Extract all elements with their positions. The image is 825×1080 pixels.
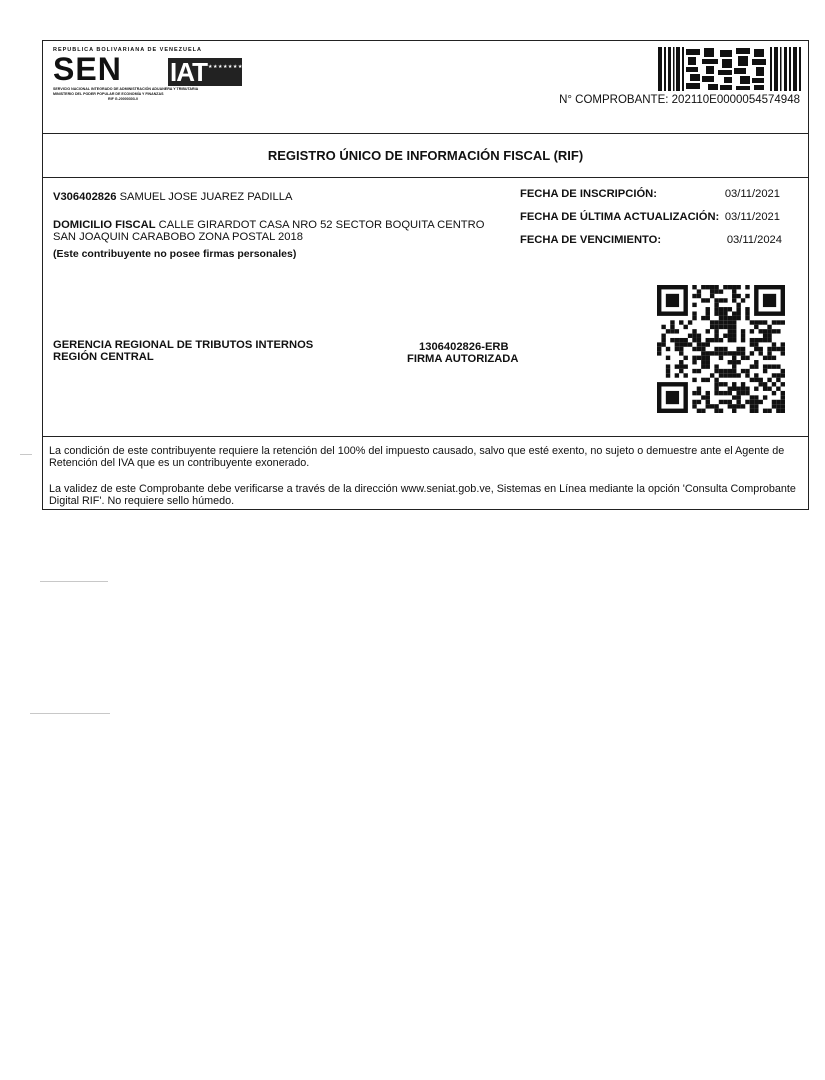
barcode-image: [658, 47, 801, 91]
signature-note: (Este contribuyente no posee firmas personales): [53, 248, 297, 260]
actualizacion-label: FECHA DE ÚLTIMA ACTUALIZACIÓN:: [520, 211, 720, 223]
vencimiento-value: 03/11/2024: [726, 234, 782, 246]
validity-note: La validez de este Comprobante debe verificarse a través de la dirección www.seniat.gob.ve, Sistemas en Línea mediante la opción 'Consulta Comprobante Digital RIF'. No requiere sello húmedo.: [49, 483, 796, 507]
address-label: DOMICILIO FISCAL: [53, 219, 156, 231]
signature-label: FIRMA AUTORIZADA: [407, 353, 519, 365]
comprobante-number: [559, 94, 800, 106]
office-line1: GERENCIA REGIONAL DE TRIBUTOS INTERNOS: [53, 339, 314, 351]
address-text1: CALLE GIRARDOT CASA NRO 52 SECTOR BOQUITA CENTRO: [158, 219, 485, 231]
logo-sub2: MINISTERIO DEL PODER POPULAR DE ECONOMÍA Y FINANZAS: [53, 92, 164, 96]
logo-flag-box: IAT ★★★★★★★★: [170, 57, 248, 87]
comprobante-label: N° COMPROBANTE:: [559, 94, 669, 106]
scan-mark: [40, 581, 108, 582]
inscripcion-value: 03/11/2021: [724, 188, 780, 200]
document-title: REGISTRO ÚNICO DE INFORMACIÓN FISCAL (RIF): [267, 148, 584, 163]
office-line2: REGIÓN CENTRAL: [53, 351, 154, 363]
actualizacion-value: 03/11/2021: [724, 211, 780, 223]
certificate-header: [43, 41, 808, 134]
title-bar: [43, 133, 808, 178]
taxpayer-name: SAMUEL JOSE JUAREZ PADILLA: [119, 191, 293, 203]
logo-brand: SEN: [53, 51, 122, 87]
scan-mark: [30, 713, 110, 714]
inscripcion-label: FECHA DE INSCRIPCIÓN:: [520, 188, 657, 200]
address-line2: SAN JOAQUIN CARABOBO ZONA POSTAL 2018: [53, 231, 303, 243]
scan-mark: [20, 454, 32, 455]
logo-sub3: RIF G-20000303-0: [108, 97, 138, 101]
address-line1: [53, 219, 484, 231]
seniat-logo: [53, 47, 249, 101]
taxpayer-rif: V306402826: [53, 191, 117, 203]
logo-country-line: REPUBLICA BOLIVARIANA DE VENEZUELA: [53, 47, 202, 53]
logo-sub1: SERVICIO NACIONAL INTEGRADO DE ADMINISTRACIÓN ADUANERA Y TRIBUTARIA: [53, 87, 199, 91]
taxpayer-line: [53, 191, 292, 203]
signature-code: 1306402826-ERB: [419, 341, 509, 353]
certificate-footer: [43, 436, 808, 512]
qr-code-image: [657, 285, 785, 413]
vencimiento-label: FECHA DE VENCIMIENTO:: [520, 234, 662, 246]
rif-certificate: [42, 40, 809, 510]
comprobante-value: 202110E0000054574948: [671, 94, 800, 106]
retention-note: La condición de este contribuyente requiere la retención del 100% del impuesto causado, salvo que esté exento, no sujeto o demuestre ante el Agente de Retención del IVA que es un contribuyente exonerado.: [49, 445, 785, 469]
